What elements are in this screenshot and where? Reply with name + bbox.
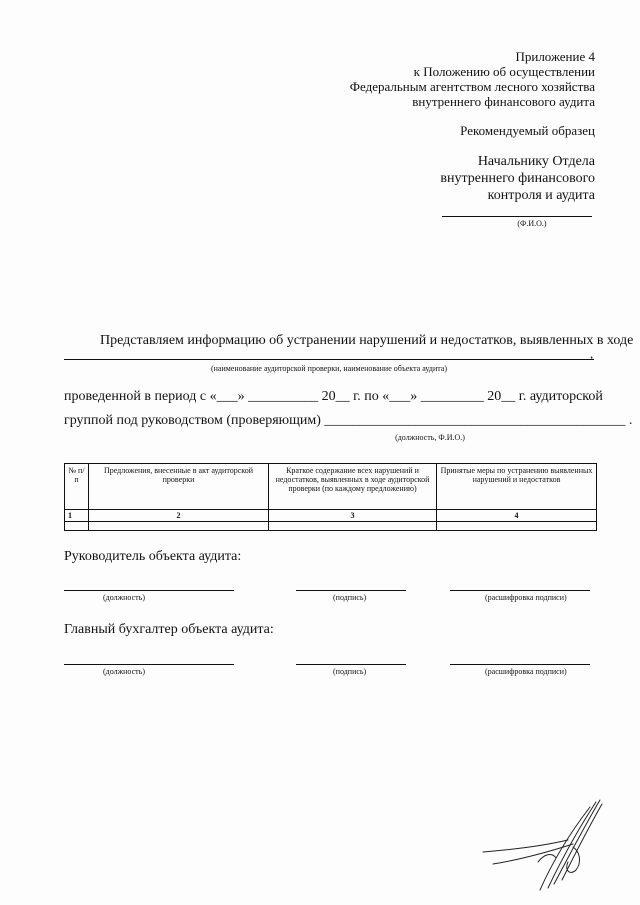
table-header-cell: Краткое содержание всех нарушений и недостатков, выявленных в ходе аудиторской проверки (по каждому предложению) xyxy=(269,464,437,510)
fio-caption: (Ф.И.О.) xyxy=(517,219,547,228)
appendix-line-2: к Положению об осуществлении xyxy=(413,64,595,79)
intro-comma: , xyxy=(590,346,594,361)
accountant-position-line xyxy=(64,664,234,665)
audit-caption: (наименование аудиторской проверки, наименование объекта аудита) xyxy=(210,364,448,373)
appendix-line-3: Федеральным агентством лесного хозяйства xyxy=(349,79,595,94)
accountant-decoding-caption: (расшифровка подписи) xyxy=(485,667,567,676)
recommended-sample: Рекомендуемый образец xyxy=(460,123,595,138)
addressee-line-3: контроля и аудита xyxy=(487,188,595,203)
measures-table xyxy=(64,463,597,531)
appendix-line-1: Приложение 4 xyxy=(515,49,595,64)
table-number-cell: 4 xyxy=(437,510,597,522)
table-header-cell: № п/п xyxy=(65,464,89,510)
table-number-cell: 1 xyxy=(65,510,89,522)
addressee-line-1: Начальнику Отдела xyxy=(477,154,595,169)
accountant-label: Главный бухгалтер объекта аудита: xyxy=(64,622,274,637)
table-number-cell: 3 xyxy=(269,510,437,522)
audit-name-line xyxy=(64,359,594,360)
table-header-cell: Принятые меры по устранению выявленных нарушений и недостатков xyxy=(437,464,597,510)
accountant-position-caption: (должность) xyxy=(103,667,145,676)
table-row xyxy=(65,522,597,531)
head-label: Руководитель объекта аудита: xyxy=(64,549,242,564)
appendix-line-4: внутреннего финансового аудита xyxy=(412,94,595,109)
handwritten-signature xyxy=(478,792,608,892)
table-cell xyxy=(269,522,437,531)
accountant-decoding-line xyxy=(450,664,590,665)
head-position-line xyxy=(64,590,234,591)
head-signature-line xyxy=(296,590,406,591)
table-cell xyxy=(437,522,597,531)
head-decoding-caption: (расшифровка подписи) xyxy=(485,593,567,602)
head-position-caption: (должность) xyxy=(103,593,145,602)
table-number-cell: 2 xyxy=(89,510,269,522)
accountant-signature-caption: (подпись) xyxy=(333,667,367,676)
intro-text: Представляем информацию об устранении нарушений и недостатков, выявленных в ходе xyxy=(100,333,634,348)
head-decoding-line xyxy=(450,590,590,591)
table-header-row xyxy=(65,464,597,510)
addressee-fio-line xyxy=(442,216,592,217)
table-cell xyxy=(65,522,89,531)
accountant-signature-line xyxy=(296,664,406,665)
period-line: проведенной в период с «___» __________ 20__ г. по «___» _________ 20__ г. аудиторской xyxy=(64,389,603,404)
position-caption: (должность, Ф.И.О.) xyxy=(395,433,465,442)
addressee-line-2: внутреннего финансового xyxy=(440,171,595,186)
table-header-cell: Предложения, внесенные в акт аудиторской проверки xyxy=(89,464,269,510)
table-cell xyxy=(89,522,269,531)
group-line: группой под руководством (проверяющим) ___________________________________________ . xyxy=(64,413,633,428)
head-signature-caption: (подпись) xyxy=(333,593,367,602)
table-number-row xyxy=(65,510,597,522)
